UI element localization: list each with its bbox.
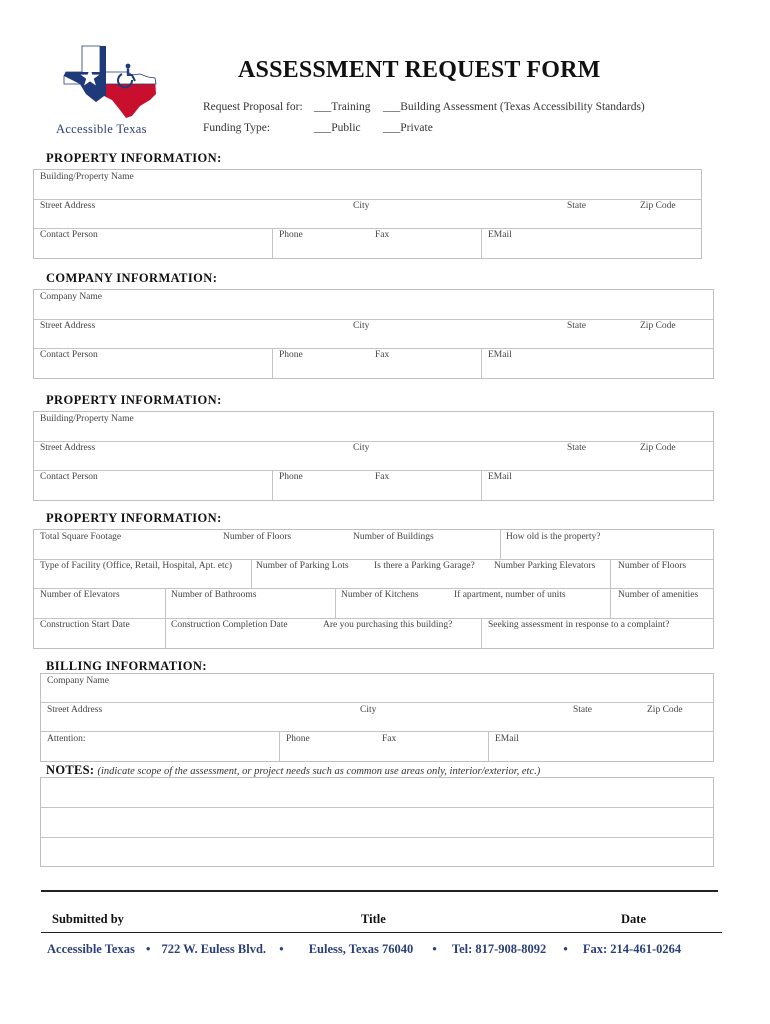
fax-field[interactable]: Fax	[375, 230, 390, 240]
phone-field[interactable]: Phone	[279, 350, 303, 360]
number-of-bathrooms-field[interactable]: Number of Bathrooms	[171, 590, 257, 600]
billing-fax-field[interactable]: Fax	[382, 734, 397, 744]
property-details-heading: PROPERTY INFORMATION:	[46, 511, 222, 525]
apartment-units-field[interactable]: If apartment, number of units	[454, 590, 566, 600]
city-field[interactable]: City	[353, 201, 370, 211]
contact-person-field[interactable]: Contact Person	[40, 230, 98, 240]
footer-divider	[41, 932, 722, 933]
state-field[interactable]: State	[567, 201, 586, 211]
footer-company: Accessible Texas	[47, 942, 135, 956]
property-info-heading-2: PROPERTY INFORMATION:	[46, 393, 222, 407]
notes-area[interactable]	[40, 777, 714, 867]
page-title: ASSESSMENT REQUEST FORM	[238, 57, 601, 83]
purchasing-building-field[interactable]: Are you purchasing this building?	[323, 620, 453, 630]
bullet-icon: •	[145, 942, 151, 956]
city-field[interactable]: City	[353, 443, 370, 453]
bullet-icon: •	[563, 942, 568, 956]
facility-type-field[interactable]: Type of Facility (Office, Retail, Hospital, Apt. etc)	[40, 561, 233, 571]
billing-zip-code-field[interactable]: Zip Code	[647, 705, 683, 715]
state-field[interactable]: State	[567, 443, 586, 453]
training-option[interactable]: ___Training	[314, 101, 371, 113]
fax-field[interactable]: Fax	[375, 472, 390, 482]
number-of-elevators-field[interactable]: Number of Elevators	[40, 590, 120, 600]
phone-field[interactable]: Phone	[279, 230, 303, 240]
billing-info-form	[40, 673, 714, 762]
date-label: Date	[621, 912, 646, 926]
billing-email-field[interactable]: EMail	[495, 734, 519, 744]
notes-label	[46, 763, 540, 778]
property-info-heading: PROPERTY INFORMATION:	[46, 151, 222, 165]
brand-name: Accessible Texas	[56, 122, 147, 136]
funding-type-label: Funding Type:	[203, 122, 271, 134]
billing-attention-field[interactable]: Attention:	[47, 734, 86, 744]
phone-field[interactable]: Phone	[279, 472, 303, 482]
footer-contact	[47, 942, 681, 957]
bullet-icon: •	[432, 942, 437, 956]
billing-street-address-field[interactable]: Street Address	[47, 705, 103, 715]
building-name-field[interactable]: Building/Property Name	[40, 172, 134, 182]
property-age-field[interactable]: How old is the property?	[506, 532, 601, 542]
parking-elevators-field[interactable]: Number Parking Elevators	[494, 561, 596, 571]
number-of-buildings-field[interactable]: Number of Buildings	[353, 532, 434, 542]
property-details-form	[33, 529, 714, 649]
footer-phone: Tel: 817-908-8092	[451, 942, 547, 956]
city-field[interactable]: City	[353, 321, 370, 331]
total-square-footage-field[interactable]: Total Square Footage	[40, 532, 122, 542]
parking-lots-field[interactable]: Number of Parking Lots	[256, 561, 349, 571]
number-of-kitchens-field[interactable]: Number of Kitchens	[341, 590, 419, 600]
footer-address: 722 W. Euless Blvd.	[161, 942, 267, 956]
submitted-by-label: Submitted by	[52, 912, 124, 926]
signature-line	[41, 890, 718, 892]
billing-state-field[interactable]: State	[573, 705, 592, 715]
email-field[interactable]: EMail	[488, 350, 512, 360]
fax-field[interactable]: Fax	[375, 350, 390, 360]
company-info-heading: COMPANY INFORMATION:	[46, 271, 218, 285]
number-of-floors-field-2[interactable]: Number of Floors	[618, 561, 687, 571]
billing-phone-field[interactable]: Phone	[286, 734, 310, 744]
footer-fax: Fax: 214-461-0264	[582, 942, 682, 956]
building-assessment-option[interactable]: ___Building Assessment (Texas Accessibility Standards)	[383, 101, 645, 113]
contact-person-field[interactable]: Contact Person	[40, 472, 98, 482]
notes-hint: (indicate scope of the assessment, or project needs such as common use areas only, interior/exterior, etc.)	[97, 766, 541, 777]
footer-city: Euless, Texas 76040	[308, 942, 414, 956]
street-address-field[interactable]: Street Address	[40, 443, 96, 453]
title-label: Title	[361, 912, 386, 926]
number-of-amenities-field[interactable]: Number of amenities	[618, 590, 699, 600]
property-info-form-2	[33, 411, 714, 501]
property-info-form	[33, 169, 702, 259]
email-field[interactable]: EMail	[488, 472, 512, 482]
company-name-field[interactable]: Company Name	[40, 292, 103, 302]
street-address-field[interactable]: Street Address	[40, 321, 96, 331]
billing-info-heading: BILLING INFORMATION:	[46, 659, 207, 673]
billing-company-name-field[interactable]: Company Name	[47, 676, 110, 686]
billing-city-field[interactable]: City	[360, 705, 377, 715]
email-field[interactable]: EMail	[488, 230, 512, 240]
private-option[interactable]: ___Private	[383, 122, 433, 134]
street-address-field[interactable]: Street Address	[40, 201, 96, 211]
public-option[interactable]: ___Public	[314, 122, 361, 134]
state-field[interactable]: State	[567, 321, 586, 331]
parking-garage-field[interactable]: Is there a Parking Garage?	[374, 561, 475, 571]
building-name-field[interactable]: Building/Property Name	[40, 414, 134, 424]
construction-completion-date-field[interactable]: Construction Completion Date	[171, 620, 288, 630]
bullet-icon: •	[279, 942, 284, 956]
zip-code-field[interactable]: Zip Code	[640, 443, 676, 453]
number-of-floors-field[interactable]: Number of Floors	[223, 532, 292, 542]
notes-heading: NOTES:	[46, 763, 95, 777]
complaint-response-field[interactable]: Seeking assessment in response to a complaint?	[488, 620, 670, 630]
texas-accessibility-logo-icon	[60, 44, 160, 120]
request-proposal-label: Request Proposal for:	[203, 101, 303, 113]
zip-code-field[interactable]: Zip Code	[640, 321, 676, 331]
company-info-form	[33, 289, 714, 379]
zip-code-field[interactable]: Zip Code	[640, 201, 676, 211]
construction-start-date-field[interactable]: Construction Start Date	[40, 620, 130, 630]
contact-person-field[interactable]: Contact Person	[40, 350, 98, 360]
